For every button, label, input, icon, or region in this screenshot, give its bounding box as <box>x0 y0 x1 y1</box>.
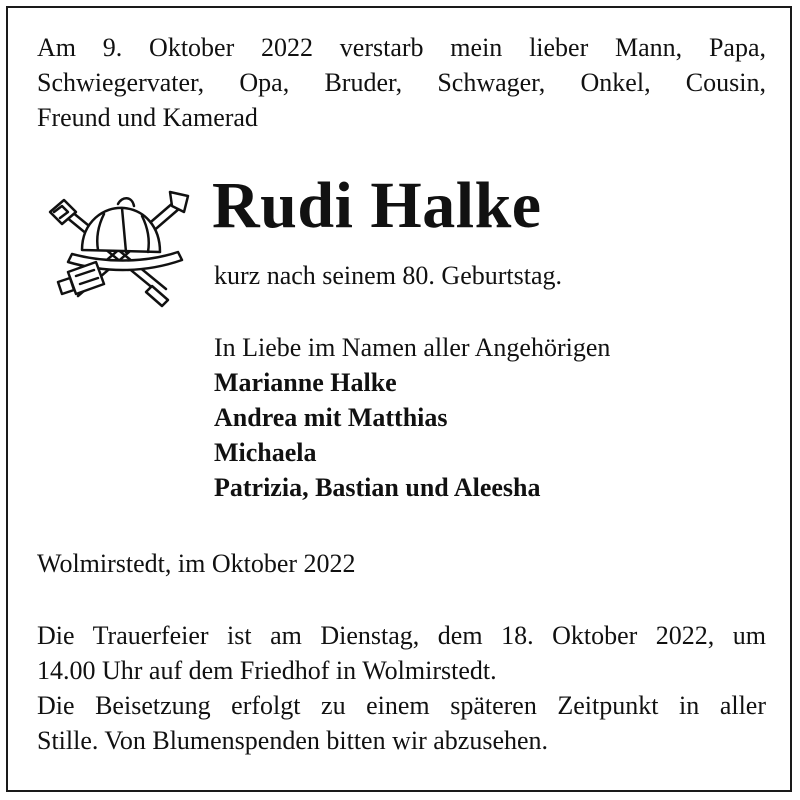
place-date: Wolmirstedt, im Oktober 2022 <box>37 549 356 578</box>
mourner-name: Michaela <box>214 438 317 467</box>
firefighter-helmet-axe-emblem-icon <box>42 182 192 312</box>
ceremony-line-3: Die Beisetzung erfolgt zu einem späteren Zeitpunkt in aller <box>37 691 766 720</box>
intro-line-3: Freund und Kamerad <box>37 103 258 132</box>
mourner-name: Marianne Halke <box>214 368 397 397</box>
intro-line-2: Schwiegervater, Opa, Bruder, Schwager, Onkel, Cousin, <box>37 68 766 97</box>
subtitle: kurz nach seinem 80. Geburtstag. <box>214 261 563 290</box>
deceased-name: Rudi Halke <box>212 169 542 242</box>
intro-line-1: Am 9. Oktober 2022 verstarb mein lieber Mann, Papa, <box>37 33 766 62</box>
ceremony-line-2: 14.00 Uhr auf dem Friedhof in Wolmirstedt. <box>37 656 497 685</box>
ceremony-line-1: Die Trauerfeier ist am Dienstag, dem 18. Oktober 2022, um <box>37 621 766 650</box>
ceremony-line-4: Stille. Von Blumenspenden bitten wir abzusehen. <box>37 726 549 755</box>
mourner-name: Patrizia, Bastian und Aleesha <box>214 473 541 502</box>
mourners-intro: In Liebe im Namen aller Angehörigen <box>214 333 611 362</box>
mourner-name: Andrea mit Matthias <box>214 403 448 432</box>
